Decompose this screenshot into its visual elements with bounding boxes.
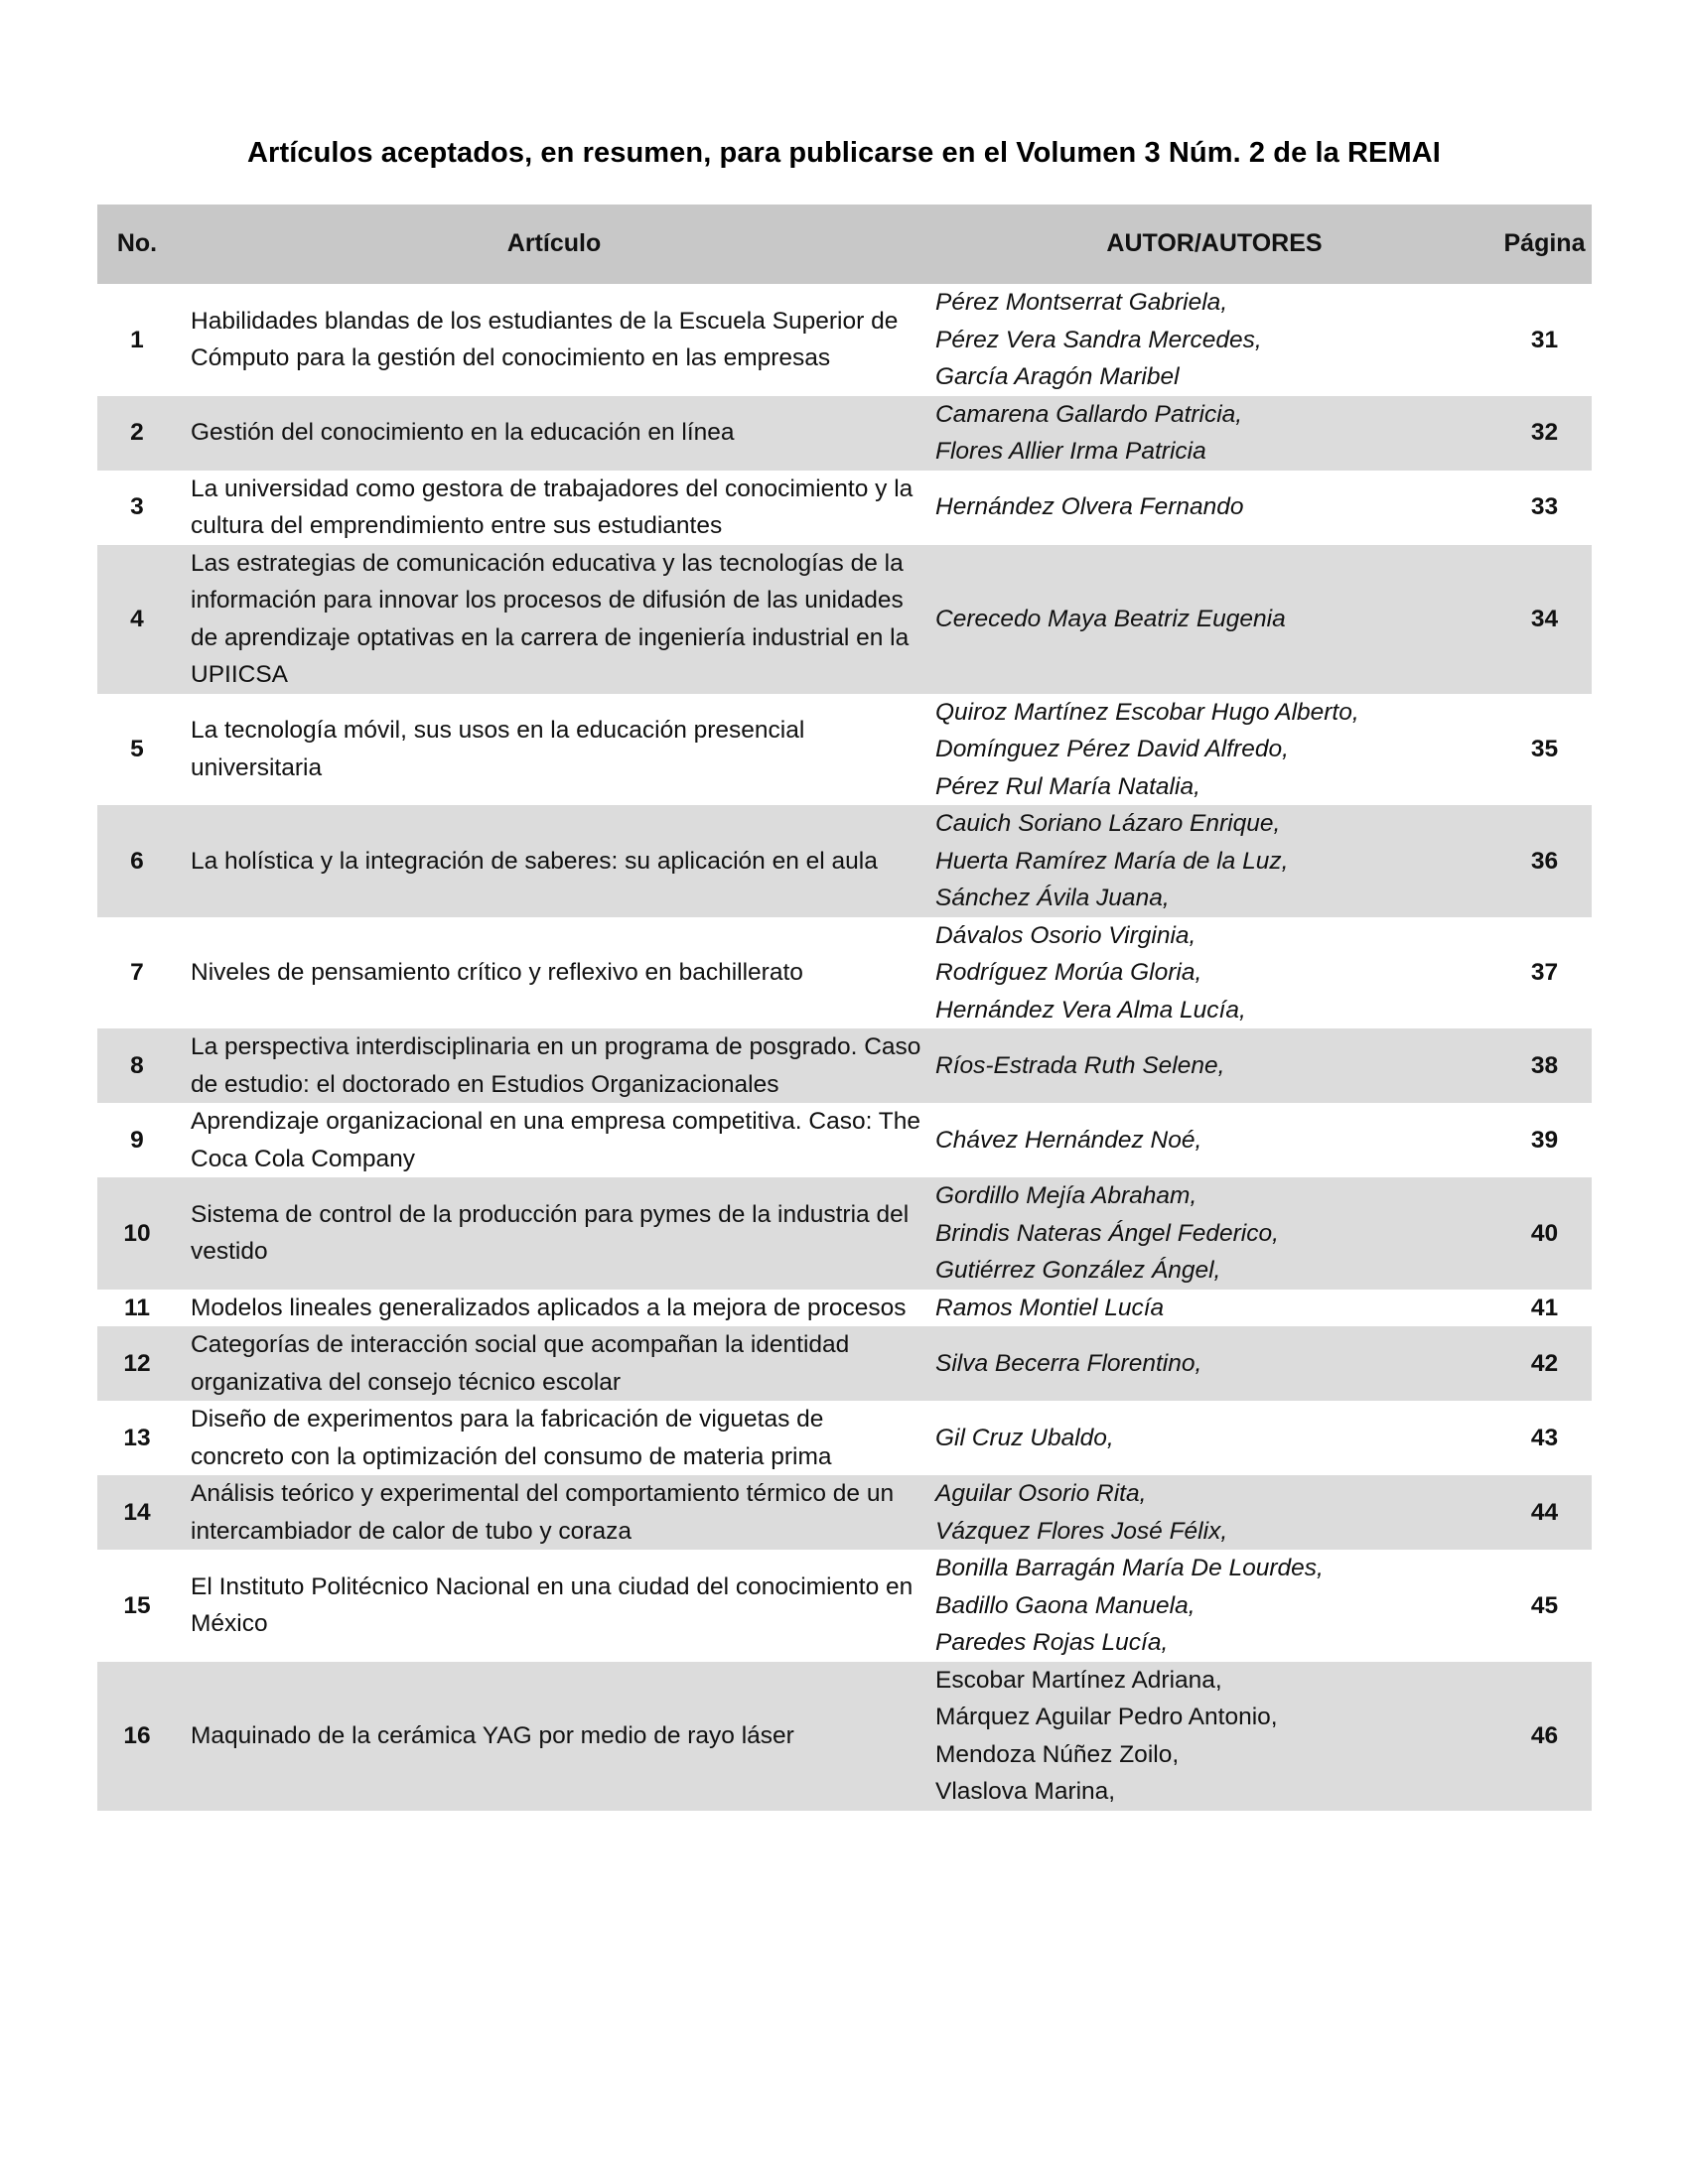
row-number: 4	[97, 545, 177, 694]
article-title: La holística y la integración de saberes: su aplicación en el aula	[177, 805, 931, 917]
author-name: Pérez Rul María Natalia,	[935, 772, 1200, 800]
row-number: 12	[97, 1326, 177, 1401]
article-authors	[931, 917, 1497, 1029]
page-number: 40	[1497, 1177, 1592, 1290]
articles-table	[97, 205, 1592, 1811]
row-number: 16	[97, 1662, 177, 1811]
page-title: Artículos aceptados, en resumen, para publicarse en el Volumen 3 Núm. 2 de la REMAI	[247, 137, 1441, 169]
author-name: Sánchez Ávila Juana,	[935, 885, 1170, 911]
author-name: Aguilar Osorio Rita,	[935, 1480, 1147, 1507]
header-authors: AUTOR/AUTORES	[931, 205, 1497, 284]
article-title: Habilidades blandas de los estudiantes de la Escuela Superior de Cómputo para la gestión del conocimiento en las empresas	[191, 307, 899, 372]
author-name: Dávalos Osorio Virginia,	[935, 921, 1196, 949]
author-name: Huerta Ramírez María de la Luz,	[935, 847, 1289, 875]
table-row	[97, 1326, 1592, 1401]
article-authors	[931, 471, 1497, 545]
table-row	[97, 1103, 1592, 1177]
row-number: 2	[97, 396, 177, 471]
author-name: Mendoza Núñez Zoilo,	[935, 1740, 1180, 1768]
table-row	[97, 545, 1592, 694]
author-name: Gil Cruz Ubaldo,	[935, 1424, 1114, 1451]
table-row	[97, 1662, 1592, 1811]
page-number: 46	[1497, 1662, 1592, 1811]
table-row	[97, 1177, 1592, 1290]
table-row	[97, 694, 1592, 806]
table-row	[97, 1028, 1592, 1103]
article-title: Gestión del conocimiento en la educación en línea	[177, 396, 931, 471]
author-name: Cerecedo Maya Beatriz Eugenia	[935, 605, 1286, 632]
article-authors	[931, 805, 1497, 917]
author-name: Bonilla Barragán María De Lourdes,	[935, 1555, 1324, 1581]
article-authors	[931, 1326, 1497, 1401]
article-title: Niveles de pensamiento crítico y reflexivo en bachillerato	[191, 959, 803, 986]
table-row	[97, 1550, 1592, 1662]
row-number: 7	[130, 959, 144, 986]
header-article: Artículo	[177, 205, 931, 284]
row-number: 13	[123, 1424, 151, 1451]
author-name: Hernández Olvera Fernando	[935, 493, 1244, 521]
article-authors	[931, 1475, 1497, 1550]
article-title: El Instituto Politécnico Nacional en una ciudad del conocimiento en México	[191, 1572, 914, 1638]
table-body	[97, 284, 1592, 1811]
page-number: 34	[1497, 545, 1592, 694]
page-number: 35	[1530, 736, 1559, 762]
header-no: No.	[97, 205, 177, 284]
article-title: Análisis teórico y experimental del comportamiento térmico de un intercambiador de calor de tubo y coraza	[177, 1475, 931, 1550]
page-number: 43	[1530, 1424, 1559, 1451]
table-row	[97, 1475, 1592, 1550]
article-title: Categorías de interacción social que acompañan la identidad organizativa del consejo técnico escolar	[177, 1326, 931, 1401]
page-number: 32	[1497, 396, 1592, 471]
author-name: Chávez Hernández Noé,	[935, 1126, 1202, 1154]
author-name: Pérez Montserrat Gabriela,	[935, 289, 1228, 316]
page-number: 41	[1530, 1294, 1559, 1321]
table-row	[97, 805, 1592, 917]
article-authors	[931, 1550, 1497, 1662]
article-title: La universidad como gestora de trabajadores del conocimiento y la cultura del emprendimiento entre sus estudiantes	[191, 475, 914, 539]
table-row	[97, 471, 1592, 545]
article-authors	[931, 1177, 1497, 1290]
author-name: Hernández Vera Alma Lucía,	[935, 996, 1246, 1024]
article-title: Aprendizaje organizacional en una empresa competitiva. Caso: The Coca Cola Company	[191, 1108, 920, 1172]
row-number: 8	[97, 1028, 177, 1103]
author-name: Pérez Vera Sandra Mercedes,	[935, 326, 1262, 353]
author-name: Flores Allier Irma Patricia	[935, 438, 1206, 465]
article-title: Maquinado de la cerámica YAG por medio de rayo láser	[177, 1662, 931, 1811]
table-row	[97, 1401, 1592, 1475]
page-number: 33	[1530, 493, 1559, 521]
author-name: Silva Becerra Florentino,	[935, 1349, 1202, 1377]
row-number: 9	[130, 1126, 144, 1154]
article-authors	[931, 284, 1497, 396]
article-title: La perspectiva interdisciplinaria en un programa de posgrado. Caso de estudio: el doctorado en Estudios Organizacionales	[177, 1028, 931, 1103]
author-name: Ramos Montiel Lucía	[935, 1294, 1165, 1321]
author-name: García Aragón Maribel	[935, 363, 1180, 390]
article-title: Diseño de experimentos para la fabricación de viguetas de concreto con la optimización del consumo de materia prima	[191, 1406, 832, 1470]
page-number: 38	[1497, 1028, 1592, 1103]
author-name: Cauich Soriano Lázaro Enrique,	[935, 810, 1281, 837]
row-number: 10	[97, 1177, 177, 1290]
author-name: Paredes Rojas Lucía,	[935, 1629, 1169, 1656]
page-number: 31	[1530, 326, 1559, 353]
article-authors	[931, 1290, 1497, 1327]
row-number: 15	[123, 1591, 151, 1619]
author-name: Badillo Gaona Manuela,	[935, 1591, 1196, 1619]
page-number: 39	[1530, 1126, 1559, 1154]
author-name: Quiroz Martínez Escobar Hugo Alberto,	[935, 698, 1359, 726]
author-name: Márquez Aguilar Pedro Antonio,	[935, 1704, 1278, 1730]
article-authors	[931, 1028, 1497, 1103]
article-authors	[931, 1401, 1497, 1475]
row-number: 14	[97, 1475, 177, 1550]
author-name: Rodríguez Morúa Gloria,	[935, 959, 1202, 986]
table-row	[97, 917, 1592, 1029]
row-number: 5	[130, 736, 144, 762]
article-authors	[931, 545, 1497, 694]
article-title: Sistema de control de la producción para pymes de la industria del vestido	[177, 1177, 931, 1290]
page-number: 44	[1497, 1475, 1592, 1550]
author-name: Camarena Gallardo Patricia,	[935, 400, 1243, 428]
row-number: 3	[130, 493, 144, 521]
author-name: Gutiérrez González Ángel,	[935, 1257, 1221, 1284]
table-row	[97, 1290, 1592, 1327]
row-number: 11	[124, 1294, 150, 1321]
author-name: Gordillo Mejía Abraham,	[935, 1182, 1197, 1209]
page-number: 36	[1497, 805, 1592, 917]
page-number: 45	[1530, 1591, 1559, 1619]
author-name: Brindis Nateras Ángel Federico,	[935, 1219, 1279, 1247]
article-title: Las estrategias de comunicación educativa y las tecnologías de la información para innovar los procesos de difusión de las unidades de aprendizaje optativas en la carrera de ingeniería industrial en la UPIICSA	[177, 545, 931, 694]
article-authors	[931, 694, 1497, 806]
article-authors	[931, 1662, 1497, 1811]
author-name: Ríos-Estrada Ruth Selene,	[935, 1051, 1225, 1079]
article-title: La tecnología móvil, sus usos en la educación presencial universitaria	[191, 717, 805, 781]
author-name: Vázquez Flores José Félix,	[935, 1517, 1228, 1545]
author-name: Vlaslova Marina,	[935, 1778, 1116, 1805]
table-row	[97, 284, 1592, 396]
row-number: 6	[97, 805, 177, 917]
page-number: 42	[1497, 1326, 1592, 1401]
row-number: 1	[130, 326, 144, 353]
page-number: 37	[1530, 959, 1559, 986]
header-page: Página	[1497, 205, 1592, 284]
article-authors	[931, 1103, 1497, 1177]
table-row	[97, 396, 1592, 471]
table-header-row	[97, 205, 1592, 284]
author-name: Escobar Martínez Adriana,	[935, 1666, 1222, 1694]
article-authors	[931, 396, 1497, 471]
article-title: Modelos lineales generalizados aplicados a la mejora de procesos	[191, 1294, 907, 1321]
author-name: Domínguez Pérez David Alfredo,	[935, 736, 1289, 762]
